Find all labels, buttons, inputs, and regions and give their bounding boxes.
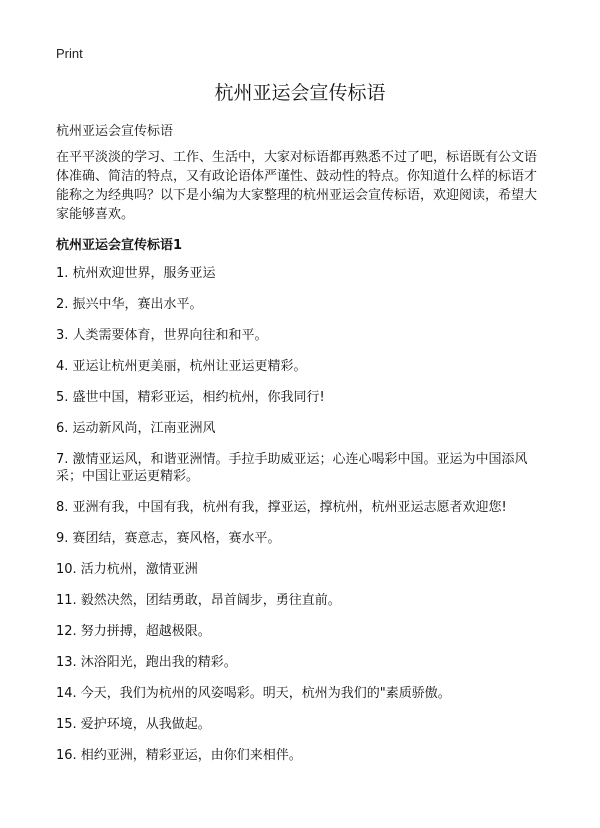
slogan-list: [56, 265, 548, 778]
list-item: 9. 赛团结，赛意志，赛风格，赛水平。: [56, 531, 281, 546]
list-item: 3. 人类需要体育，世界向往和和平。: [56, 328, 268, 343]
list-item: 4. 亚运让杭州更美丽，杭州让亚运更精彩。: [56, 359, 307, 374]
document-subtitle: 杭州亚运会宣传标语: [56, 124, 174, 139]
list-item: 10. 活力杭州，激情亚洲: [56, 562, 198, 577]
list-item: 12. 努力拼搏，超越极限。: [56, 624, 211, 639]
list-item: 13. 沐浴阳光，跑出我的精彩。: [56, 655, 237, 670]
section-heading: 杭州亚运会宣传标语1: [56, 238, 183, 253]
list-item: 5. 盛世中国，精彩亚运，相约杭州，你我同行!: [56, 390, 325, 405]
list-item: 7. 激情亚运风，和谐亚洲情。手拉手助威亚运；心连心喝彩中国。亚运为中国添风采；中国让亚运更精彩。: [56, 452, 528, 484]
list-item: 14. 今天，我们为杭州的风姿喝彩。明天，杭州为我们的"素质骄傲。: [56, 686, 451, 701]
list-item: 1. 杭州欢迎世界，服务亚运: [56, 266, 216, 281]
page-title: 杭州亚运会宣传标语: [214, 82, 386, 104]
print-link[interactable]: Print: [56, 46, 83, 61]
intro-paragraph: 在平平淡淡的学习、工作、生活中，大家对标语都再熟悉不过了吧，标语既有公文语体准确、简洁的特点，又有政论语体严谨性、鼓动性的特点。你知道什么样的标语才能称之为经典吗？以下是小编为大家整理的杭州亚运会宣传标语，欢迎阅读，希望大家能够喜欢。: [56, 150, 538, 222]
list-item: 15. 爱护环境，从我做起。: [56, 717, 211, 732]
list-item: 8. 亚洲有我，中国有我，杭州有我，撑亚运，撑杭州，杭州亚运志愿者欢迎您!: [56, 500, 507, 515]
list-item: 6. 运动新风尚，江南亚洲风: [56, 421, 216, 436]
list-item: 11. 毅然决然，团结勇敢，昂首阔步，勇往直前。: [56, 593, 341, 608]
list-item: 2. 振兴中华，赛出水平。: [56, 297, 203, 312]
list-item: 16. 相约亚洲，精彩亚运，由你们来相伴。: [56, 748, 302, 763]
